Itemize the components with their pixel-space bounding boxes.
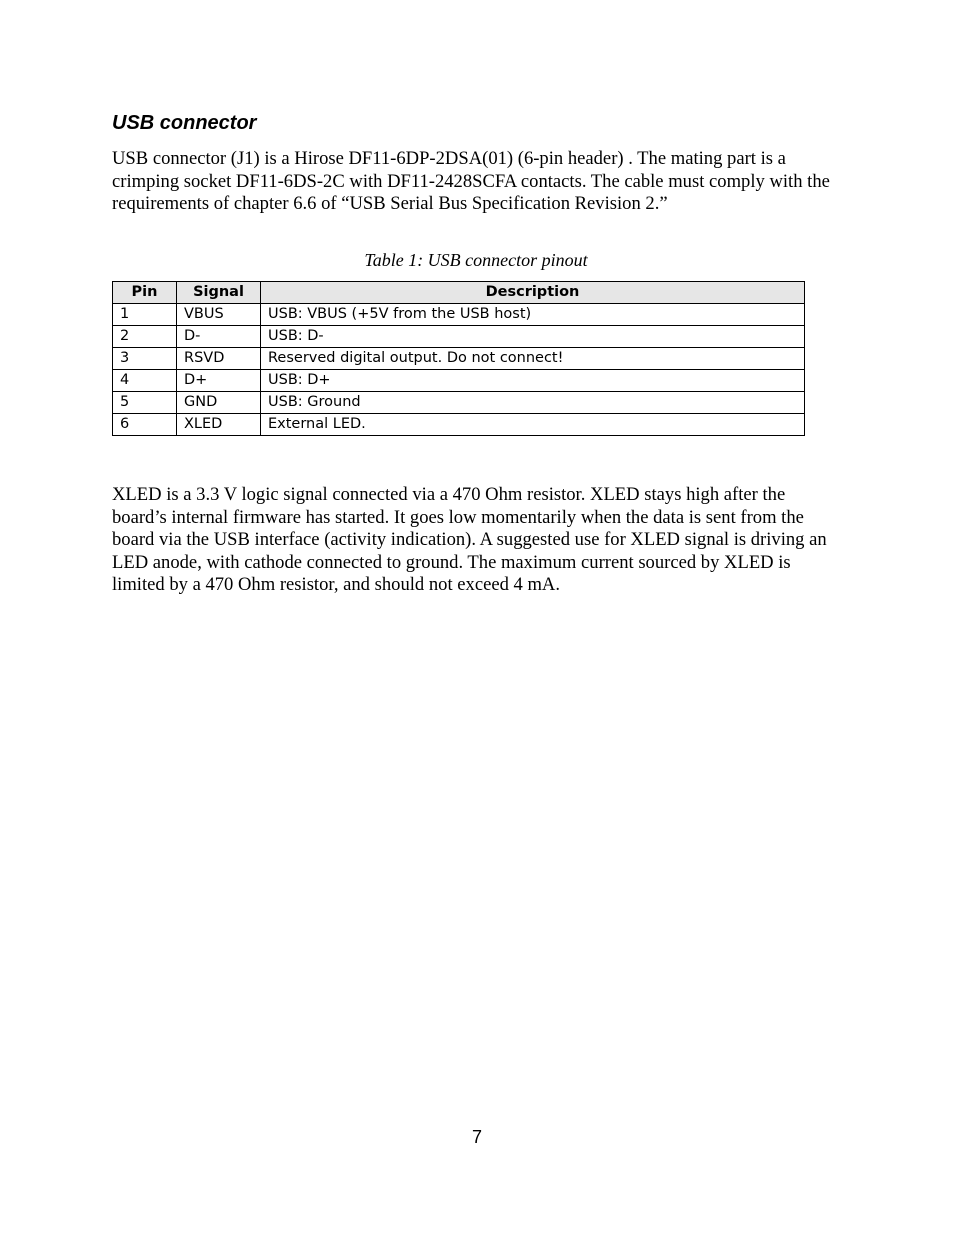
signal-cell: GND bbox=[177, 392, 261, 414]
signal-cell: VBUS bbox=[177, 304, 261, 326]
description-cell: USB: Ground bbox=[261, 392, 805, 414]
signal-cell: RSVD bbox=[177, 348, 261, 370]
pinout-table bbox=[112, 281, 805, 436]
column-header-description: Description bbox=[261, 282, 805, 304]
column-header-signal: Signal bbox=[177, 282, 261, 304]
description-cell: USB: D+ bbox=[261, 370, 805, 392]
xled-paragraph: XLED is a 3.3 V logic signal connected via a 470 Ohm resistor. XLED stays high after the board’s internal firmware has started. It goes low momentarily when the data is sent from the board via the USB interface (activity indication). A suggested use for XLED signal is driving an LED anode, with cathode connected to ground. The maximum current sourced by XLED is limited by a 470 Ohm resistor, and should not exceed 4 mA. bbox=[112, 484, 827, 595]
pin-cell: 2 bbox=[113, 326, 177, 348]
description-cell: USB: D- bbox=[261, 326, 805, 348]
table-row bbox=[113, 370, 805, 392]
signal-cell: XLED bbox=[177, 414, 261, 436]
pin-cell: 5 bbox=[113, 392, 177, 414]
table-row bbox=[113, 304, 805, 326]
table-header-row bbox=[113, 282, 805, 304]
pin-cell: 3 bbox=[113, 348, 177, 370]
table-row bbox=[113, 326, 805, 348]
intro-paragraph: USB connector (J1) is a Hirose DF11-6DP-2DSA(01) (6-pin header) . The mating part is a crimping socket DF11-6DS-2C with DF11-2428SCFA contacts. The cable must comply with the requirements of chapter 6.6 of “USB Serial Bus Specification Revision 2.” bbox=[112, 148, 830, 214]
description-cell: Reserved digital output. Do not connect! bbox=[261, 348, 805, 370]
table-row bbox=[113, 414, 805, 436]
description-cell: External LED. bbox=[261, 414, 805, 436]
page-number: 7 bbox=[471, 1127, 482, 1147]
section-heading: USB connector bbox=[112, 112, 257, 134]
table-caption: Table 1: USB connector pinout bbox=[364, 250, 588, 270]
pin-cell: 6 bbox=[113, 414, 177, 436]
table-row bbox=[113, 348, 805, 370]
pin-cell: 4 bbox=[113, 370, 177, 392]
description-cell: USB: VBUS (+5V from the USB host) bbox=[261, 304, 805, 326]
signal-cell: D- bbox=[177, 326, 261, 348]
signal-cell: D+ bbox=[177, 370, 261, 392]
pin-cell: 1 bbox=[113, 304, 177, 326]
table-row bbox=[113, 392, 805, 414]
column-header-pin: Pin bbox=[113, 282, 177, 304]
